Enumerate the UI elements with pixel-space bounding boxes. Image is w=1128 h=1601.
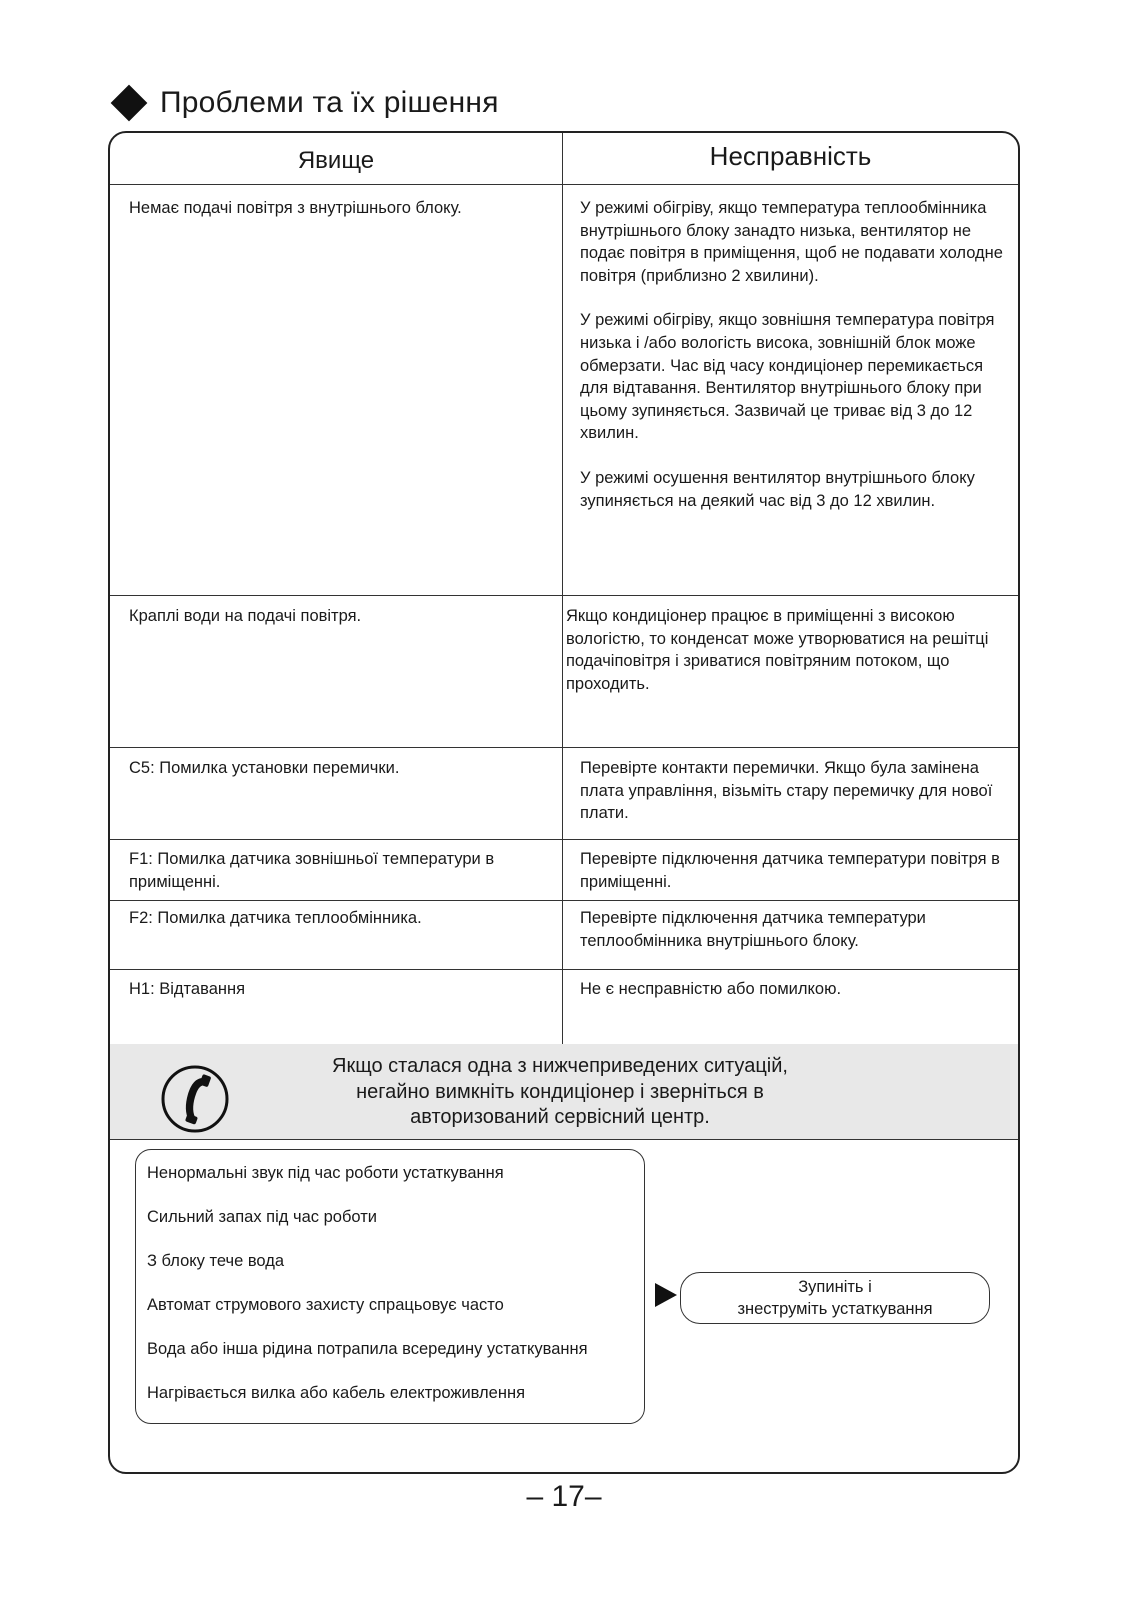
fault-cell [580, 197, 1010, 534]
fault-cell: Перевірте підключення датчика температури повітря в приміщенні. [580, 850, 1000, 891]
troubleshooting-table [108, 131, 1020, 1474]
symptom-cell: Краплі води на подачі повітря. [129, 607, 362, 625]
diamond-bullet-icon [111, 85, 148, 122]
symptom-cell: H1: Відтавання [129, 980, 246, 998]
arrow-right-icon [655, 1283, 677, 1307]
table-row [110, 970, 1018, 1044]
list-item: З блоку тече вода [147, 1252, 285, 1270]
table-row [110, 840, 1018, 901]
table-row [110, 184, 1018, 596]
fault-paragraph: У режимі осушення вентилятор внутрішнього блоку зупиняється на деякий час від 3 до 12 хвилин. [580, 468, 975, 510]
action-line-2: знеструміть устаткування [737, 1300, 933, 1318]
col-header-symptom: Явище [297, 147, 375, 174]
symptom-cell: F2: Помилка датчика теплообмінника. [129, 909, 422, 927]
list-item: Ненормальні звук під час роботи устаткування [147, 1164, 504, 1182]
action-line-1: Зупиніть і [798, 1278, 872, 1296]
fault-paragraph: У режимі обігріву, якщо зовнішня температура повітря низька і /або вологість висока, зовнішній блок може обмерзати. Час від часу кондиціонер перемикається для відтавання. Вентилятор внутрішнього блоку при цьому зупиняється. Зазвичай це триває від 3 до 12 хвилин. [580, 311, 995, 443]
phone-icon [160, 1064, 230, 1134]
warning-banner [110, 1044, 1018, 1140]
symptom-cell: Немає подачі повітря з внутрішнього блоку. [129, 199, 462, 217]
page-number: – 17– [526, 1480, 602, 1513]
table-row [110, 596, 1018, 748]
list-item: Сильний запах під час роботи [147, 1208, 377, 1226]
table-header [110, 133, 1018, 185]
fault-cell: Якщо кондиціонер працює в приміщенні з високою вологістю, то конденсат може утворюватися на решітці подачіповітря і зриватися повітряним потоком, що проходить. [566, 607, 989, 693]
situations-list [135, 1149, 645, 1424]
symptom-cell: F1: Помилка датчика зовнішньої температури в приміщенні. [129, 850, 495, 891]
table-row [110, 748, 1018, 840]
heading-title: Проблеми та їх рішення [160, 86, 499, 119]
col-header-fault: Несправність [709, 141, 872, 171]
fault-cell: Перевірте контакти перемички. Якщо була замінена плата управління, візьміть стару перемичку для нової плати. [580, 759, 993, 823]
warning-text: Якщо сталася одна з нижчеприведених ситуацій, негайно вимкніть кондиціонер і зверніться в авторизований сервісний центр. [332, 1055, 788, 1128]
fault-cell: Перевірте підключення датчика температури теплообмінника внутрішнього блоку. [580, 909, 926, 950]
section-heading [110, 86, 499, 120]
symptom-cell: C5: Помилка установки перемички. [129, 759, 400, 777]
fault-paragraph: У режимі обігріву, якщо температура теплообмінника внутрішнього блоку занадто низька, вентилятор не подає повітря в приміщення, щоб не подавати холодне повітря (приблизно 2 хвилини). [580, 199, 1003, 285]
fault-cell: Не є несправністю або помилкою. [580, 980, 842, 998]
list-item: Автомат струмового захисту спрацьовує часто [147, 1296, 504, 1314]
list-item: Нагрівається вилка або кабель електроживлення [147, 1384, 526, 1402]
list-item: Вода або інша рідина потрапила всередину устаткування [147, 1340, 588, 1358]
action-box [680, 1272, 990, 1324]
table-row [110, 901, 1018, 970]
